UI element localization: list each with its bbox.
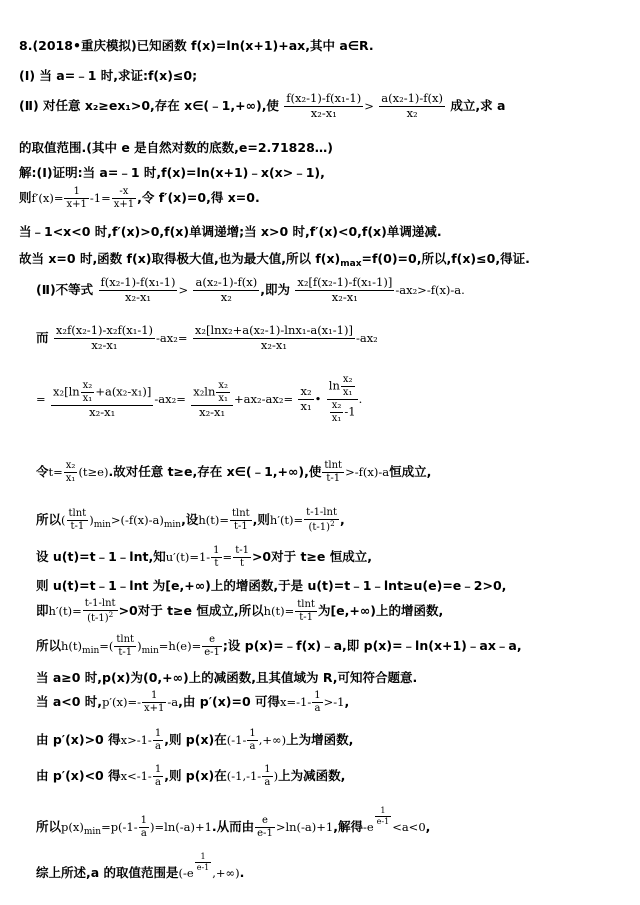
solution-line-11: 则 u(t)=t﹣1﹣lnt 为[e,+∞)上的增函数,于是 u(t)=t﹣1﹣lnt≥u(e)=e﹣2>0, — [36, 578, 507, 593]
solution-line-5: (Ⅱ)不等式 $\frac{\text{f(x₂-1)-f(x₁-1)}}{\text{x₂-x₁}}$ > $\frac{\text{a(x₂-1)-f(x)}}{\text{x₂}}$ ,即为 $\frac{\text{x₂[f(x₂-1)-f(x₁-1)]}}{\text{x₂-x₁}}$ -ax₂>-f(x)-a. — [36, 275, 465, 304]
solution-line-1: 解:(Ⅰ)证明:当 a=﹣1 时,f(x)=ln(x+1)﹣x(x>﹣1), — [19, 165, 325, 180]
problem-part2-c: 的取值范围.(其中 e 是自然对数的底数,e=2.71828…) — [19, 140, 333, 155]
solution-line-16: 由 p′(x)>0 得x>-1- $\frac{1}{a}$ ,则 p(x)在(-1- $\frac{1}{a}$ ,+∞)上为增函数, — [36, 728, 354, 752]
solution-line-14: 当 a≥0 时,p(x)为(0,+∞)上的减函数,且其值域为 R,可知符合题意. — [36, 670, 418, 685]
problem-part2-line: (Ⅱ) 对任意 x₂≥ex₁>0,存在 x∈(﹣1,+∞),使 $\frac{\text{f(x₂-1)-f(x₁-1)}}{\text{x₂-x₁}}$ > $\frac{\text{a(x₂-1)-f(x)}}{\text{x₂}}$ 成立,求 a — [19, 91, 506, 120]
part2-text: (Ⅱ) 对任意 x₂≥ex₁>0,存在 x∈(﹣1,+∞),使 — [19, 97, 279, 113]
solution-line-8: 令t= $\frac{\text{x₂}}{\text{x₁}}$ (t≥e).故对任意 t≥e,存在 x∈(﹣1,+∞),使 $\frac{tlnt}{t-1}$ >-f(x)-a恒成立, — [36, 460, 432, 484]
part2-text-b: 成立,求 a — [450, 97, 506, 113]
solution-line-9: 所以( $\frac{tlnt}{t-1}$ )$_{min}>(-f(x)-a)_{min}$,设h(t)= $\frac{tlnt}{t-1}$ ,则h′(t)= $\frac{t-1-\ln t}{(t-1)^2}$ , — [36, 507, 345, 533]
lhs-fraction: $\frac{\text{f(x₂-1)-f(x₁-1)}}{\text{x₂-x₁}}$ — [286, 91, 362, 120]
solution-line-7: = x₂[ln $\frac{\text{x₂}}{\text{x₁}}$ +a(x₂-x₁)] x₂-x₁ -ax₂= x₂ln $\frac{\text{x₂}}{\text{x₁}}$ x₂-x₁ +ax₂-ax₂= $\frac{\text{x₂}}{\text{x₁}}$ • ln $\frac{\text{x₂}}{\text{x₁}}$ $\frac{\text{x₂}}{\text{x₁}}$ -1 . — [36, 374, 363, 424]
rhs-fraction: $\frac{\text{a(x₂-1)-f(x)}}{\text{x₂}}$ — [381, 91, 443, 120]
solution-line-4: 故当 x=0 时,函数 f(x)取得极大值,也为最大值,所以 $f(x)_{max}=f(0)=0$,所以,f(x)≤0,得证. — [19, 251, 530, 270]
problem-header: 8.(2018•重庆模拟)已知函数 f(x)=ln(x+1)+ax,其中 a∈R. — [19, 38, 374, 53]
problem-part1: (Ⅰ) 当 a=﹣1 时,求证:f(x)≤0; — [19, 68, 198, 83]
solution-line-3: 当﹣1<x<0 时,f′(x)>0,f(x)单调递增;当 x>0 时,f′(x)<0,f(x)单调递减. — [19, 224, 442, 239]
solution-line-19: 综上所述,a 的取值范围是(-e $\frac{1}{e-1}$ ,+∞). — [36, 852, 245, 880]
solution-line-15: 当 a<0 时,p′(x)=- $\frac{1}{x+1}$ -a,由 p′(x)=0 可得x=-1- $\frac{1}{a}$ >-1, — [36, 690, 350, 714]
solution-line-6: 而 $\frac{\text{x₂f(x₂-1)-x₂f(x₁-1)}}{\text{x₂-x₁}}$ -ax₂= $\frac{\text{x₂[lnx₂+a(x₂-1)-lnx₁-a(x₁-1)]}}{\text{x₂-x₁}}$ -ax₂ — [36, 323, 378, 352]
solution-line-18: 所以$p(x)_{min}=p(-1-$ $\frac{1}{a}$ )=ln(-a)+1.从而由 $\frac{e}{e-1}$ >ln(-a)+1,解得-e $\frac{1}{e-1}$ <a<0, — [36, 806, 431, 839]
solution-line-13: 所以$h(t)_{min}=$( $\frac{tlnt}{t-1}$ )$_{min}=h(e)=$ $\frac{e}{e-1}$ ;设 p(x)=﹣f(x)﹣a,即 p(x)=﹣ln(x+1)﹣ax﹣a, — [36, 634, 522, 658]
solution-line-12: 即h′(t)= $\frac{t-1-\ln t}{(t-1)^2}$ >0对于 t≥e 恒成立,所以h(t)= $\frac{tlnt}{t-1}$ 为[e,+∞)上的增函数, — [36, 598, 444, 624]
solution-line-17: 由 p′(x)<0 得x<-1- $\frac{1}{a}$ ,则 p(x)在(-1,-1- $\frac{1}{a}$ )上为减函数, — [36, 764, 346, 788]
solution-line-10: 设 u(t)=t﹣1﹣lnt,知u′(t)=1- $\frac{1}{t}$ = $\frac{t-1}{t}$ >0对于 t≥e 恒成立, — [36, 545, 373, 569]
solution-line-2: 则f′(x)= $\frac{1}{x+1}$ -1= $\frac{-x}{x+1}$ ,令 f′(x)=0,得 x=0. — [19, 186, 260, 210]
